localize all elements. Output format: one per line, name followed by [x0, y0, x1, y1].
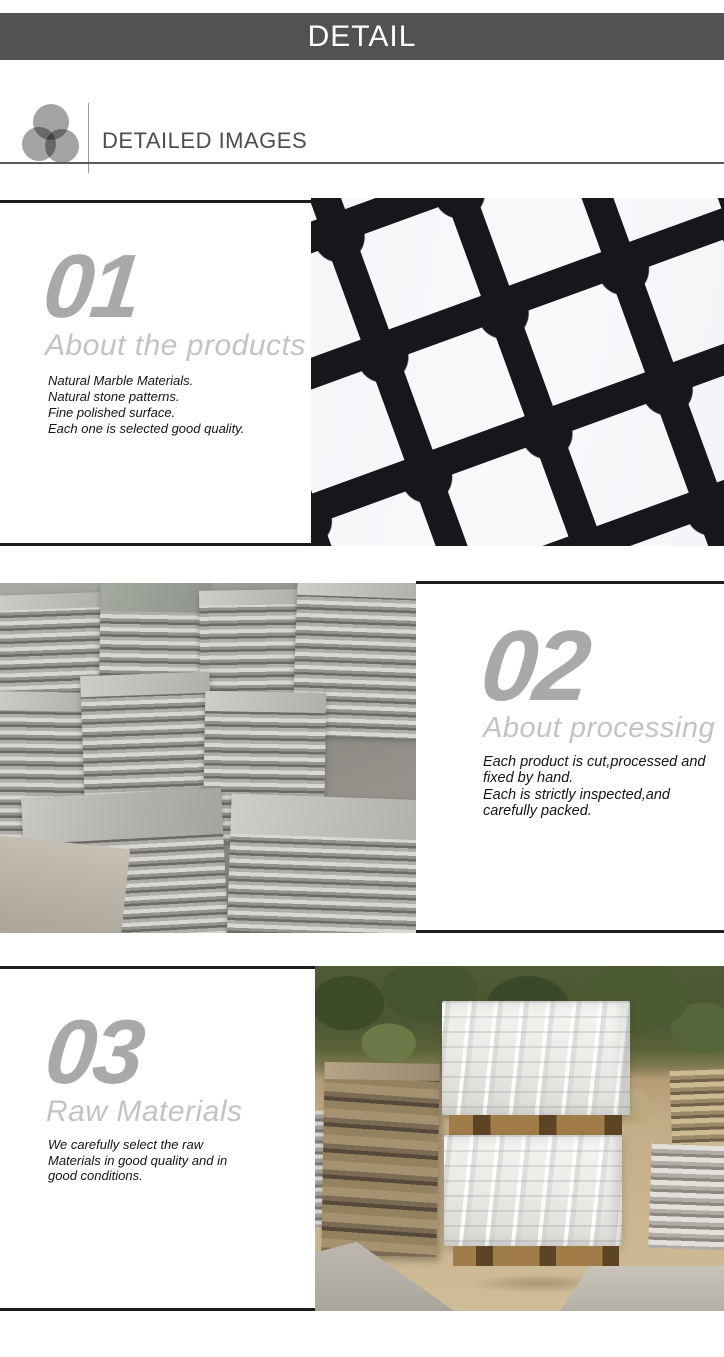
body-line: fixed by hand.	[483, 770, 574, 787]
panel-stack	[99, 583, 209, 682]
stacked-panels-photo	[0, 583, 416, 933]
section-about-products	[0, 200, 724, 546]
detail-banner	[0, 13, 724, 60]
header-rule	[0, 162, 724, 164]
three-circles-icon	[22, 104, 80, 168]
section-text-block	[0, 200, 311, 546]
body-line: Natural stone patterns.	[48, 389, 180, 404]
stone-stack	[669, 1068, 724, 1153]
section-text-block	[416, 581, 724, 933]
body-line: Fine polished surface.	[48, 405, 176, 420]
body-line: Each product is cut,processed and	[483, 754, 706, 770]
section-title: About processing	[483, 712, 716, 744]
section-body	[48, 373, 244, 437]
wooden-pallet	[453, 1246, 619, 1266]
wrapped-marble-block	[444, 1135, 623, 1247]
raw-materials-photo	[315, 966, 724, 1311]
body-line: Natural Marble Materials.	[48, 373, 194, 388]
section-raw-materials	[0, 966, 724, 1311]
section-number: 03	[40, 1002, 147, 1103]
marble-mosaic-photo	[311, 198, 724, 546]
section-title: Raw Materials	[46, 1095, 243, 1128]
panel-stack	[226, 793, 416, 933]
section-number: 02	[476, 610, 594, 722]
detailed-images-title: DETAILED IMAGES	[102, 128, 308, 153]
wrapped-marble-block	[442, 1001, 630, 1116]
detail-banner-label: DETAIL	[307, 19, 417, 53]
section-body	[483, 754, 705, 819]
wrapped-pallet-stack	[442, 1001, 630, 1280]
floor-area	[0, 835, 130, 933]
section-title: About the products	[45, 329, 306, 362]
mosaic-lattice-pattern	[311, 198, 724, 546]
body-line: Each one is selected good quality.	[48, 421, 245, 436]
stone-stack	[321, 1062, 439, 1257]
body-line: Materials in good quality and in	[48, 1152, 228, 1168]
body-line: carefully packed.	[483, 802, 592, 819]
circle-icon	[45, 129, 79, 163]
section-about-processing	[0, 581, 724, 933]
body-line: Each is strictly inspected,and	[483, 786, 670, 803]
wooden-pallet	[449, 1115, 622, 1135]
panel-stack	[199, 589, 305, 706]
body-line: good conditions.	[48, 1168, 143, 1183]
stone-stack	[649, 1144, 724, 1250]
section-number: 01	[38, 237, 144, 337]
section-body	[48, 1137, 227, 1184]
section-text-block	[0, 966, 315, 1311]
body-line: We carefully select the raw	[48, 1137, 204, 1152]
